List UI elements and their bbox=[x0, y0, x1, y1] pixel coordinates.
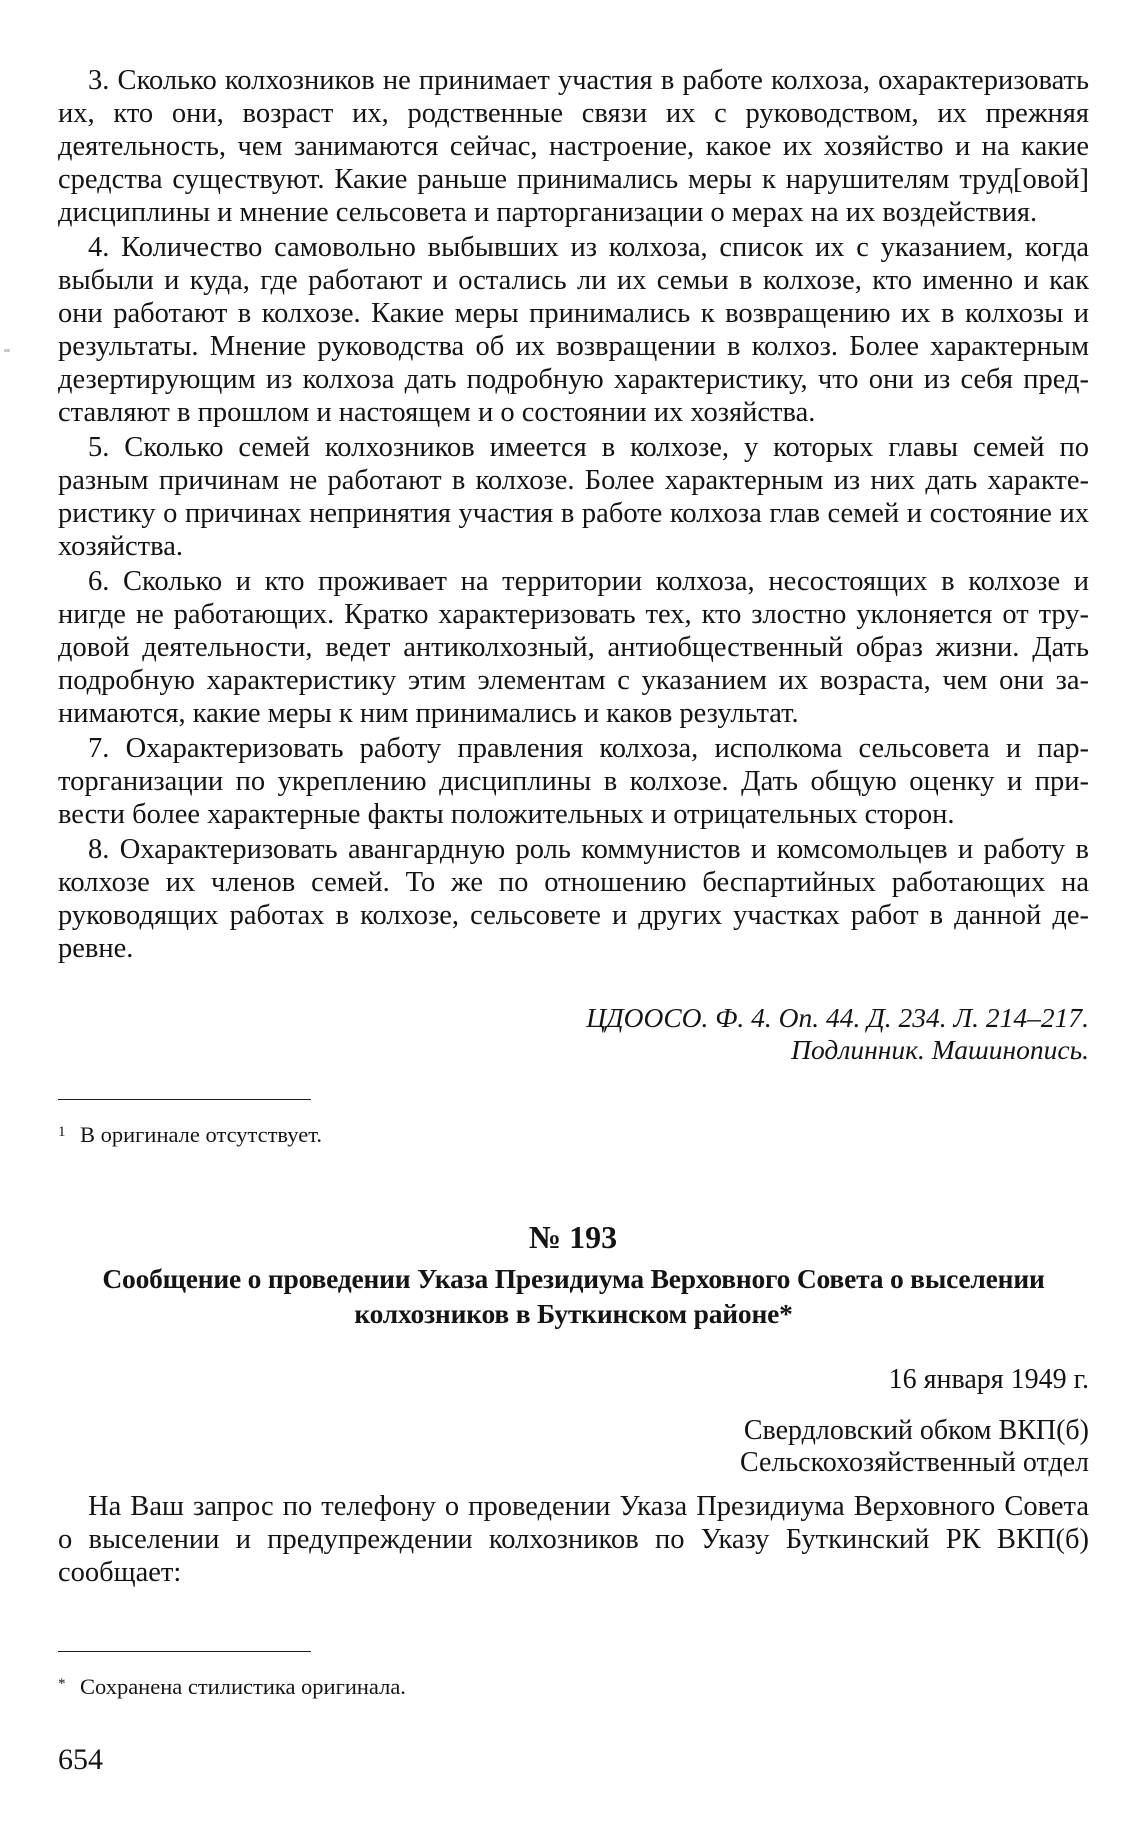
footnote-2 bbox=[58, 1670, 406, 1701]
addressee-line: Сельскохозяйственный отдел bbox=[739, 1447, 1089, 1478]
footnote-text: В оригинале отсутствует. bbox=[80, 1122, 322, 1147]
item-7: 7. Охарактеризовать работу правления колхоза, исполкома сельсовета и парторганизации по укреплению дисциплины в колхозе. Дать общую оценку и привести более характерные факты положительных и отрицательных сторон. bbox=[58, 733, 1089, 830]
archive-reference: ЦДООСО. Ф. 4. Оп. 44. Д. 234. Л. 214–217. bbox=[586, 1002, 1089, 1033]
document-date: 16 января 1949 г. bbox=[888, 1364, 1089, 1395]
footnote-1 bbox=[58, 1118, 322, 1149]
questionnaire-items bbox=[58, 64, 1089, 967]
addressee-line: Свердловский обком ВКП(б) bbox=[743, 1415, 1089, 1446]
document-body bbox=[58, 1490, 1089, 1589]
footnote-divider bbox=[58, 1651, 311, 1652]
body-paragraph: На Ваш запрос по телефону о проведении Указа Президиума Верховного Совета о выселении и предупреждении колхозников по Указу Буткинский РК ВКП(б) сообщает: bbox=[58, 1491, 1089, 1588]
archive-note: Подлинник. Машинопись. bbox=[791, 1034, 1089, 1065]
footnote-divider bbox=[58, 1099, 311, 1100]
item-6: 6. Сколько и кто проживает на территории колхоза, несостоящих в колхозе и нигде не работающих. Кратко характеризовать тех, кто злостно уклоняется от трудовой деятельности, ведет антиколхозный, антиобщественный образ жизни. Дать подробную характеристику этим элементам с указанием их возраста, чем они занимаются, какие меры к ним принимались и каков результат. bbox=[58, 566, 1089, 729]
archive-source bbox=[586, 1002, 1089, 1066]
page-number: 654 bbox=[58, 1743, 103, 1776]
footnote-mark: 1 bbox=[58, 1124, 66, 1140]
footnote-text: Сохранена стилистика оригинала. bbox=[80, 1674, 406, 1699]
addressee bbox=[740, 1415, 1089, 1479]
footnote-mark: * bbox=[58, 1676, 66, 1692]
document-number: № 193 bbox=[528, 1219, 618, 1255]
item-3: 3. Сколько колхозников не принимает участия в работе колхоза, охарактеризовать их, кто они, возраст их, родственные связи их с руководством, их прежняя деятельность, чем занимаются сейчас, настроение, какое их хозяйство и на какие средства существуют. Какие раньше принимались меры к нарушителям труд[овой] дисциплины и мнение сельсовета и парторганизации о мерах на их воздействия. bbox=[58, 65, 1089, 228]
scan-margin-mark bbox=[4, 349, 10, 352]
item-5: 5. Сколько семей колхозников имеется в колхозе, у которых главы семей по разным причинам не работают в колхозе. Более характерным из них дать характеристику о причинах непринятия участия в работе колхоза глав семей и состояние их хозяйства. bbox=[58, 432, 1089, 562]
item-4: 4. Количество самовольно выбывших из колхоза, список их с указанием, когда выбыли и куда, где работают и остались ли их семьи в колхозе, кто именно и как они работают в колхозе. Какие меры принимались к возвращению их в колхозы и результаты. Мнение руководства об их возвращении в колхоз. Более характерным дезертирующим из колхоза дать подробную характеристику, что они из себя представляют в прошлом и настоящем и о состоянии их хозяйства. bbox=[58, 232, 1089, 428]
item-8: 8. Охарактеризовать авангардную роль коммунистов и комсомольцев и работу в колхозе их членов семей. То же по отношению беспартийных работающих на руководящих работах в колхозе, сельсовете и других участках работ в данной деревне. bbox=[58, 834, 1089, 964]
document-title: Сообщение о проведении Указа Президиума Верховного Совета о выселении колхозников в Буткинском районе* bbox=[102, 1263, 1045, 1329]
